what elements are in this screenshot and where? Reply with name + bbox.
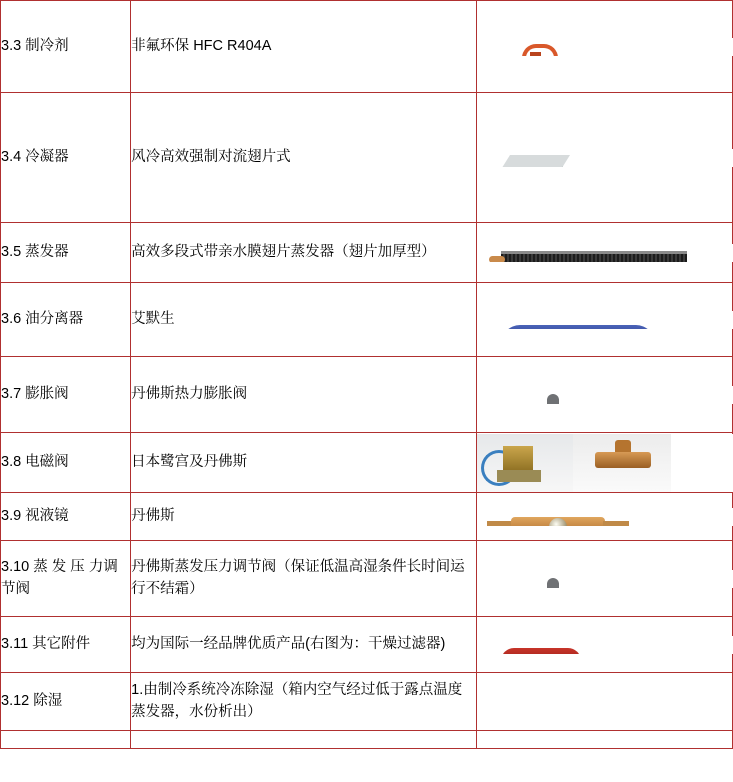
row-image-cell: [476, 433, 732, 493]
row-description-text: 1.由制冷系统冷冻除湿（箱内空气经过低于露点温度蒸发器，水份析出）: [131, 681, 463, 720]
row-description-cell: [131, 433, 476, 493]
row-code-text: 3.12 除湿: [1, 692, 63, 709]
row-image-cell: [476, 283, 732, 357]
row-code-cell: [1, 357, 131, 433]
row-description-text: 丹佛斯: [131, 507, 175, 524]
row-image-cell: [476, 673, 732, 731]
row-description-text: 非氟环保 HFC R404A: [131, 37, 272, 54]
row-image-cell: [476, 1, 732, 93]
condenser-unit-photo: [477, 149, 733, 167]
table-row: [1, 223, 733, 283]
row-code-text: 3.5 蒸发器: [1, 243, 69, 260]
evaporating-pressure-regulator-photo: [477, 570, 733, 588]
table-row: [1, 1, 733, 93]
table-row: [1, 493, 733, 541]
table-row: [1, 283, 733, 357]
row-description-cell: [131, 357, 476, 433]
table-row: [1, 93, 733, 223]
row-description-text: 艾默生: [131, 310, 175, 327]
row-description-cell: [131, 283, 476, 357]
row-image-cell: [476, 223, 732, 283]
row-description-cell: [131, 541, 476, 617]
specification-table-body: [1, 1, 733, 749]
expansion-valve-photo: [477, 386, 733, 404]
refrigerant-cylinder-photo: [477, 38, 733, 56]
row-description-text: 丹佛斯热力膨胀阀: [131, 385, 248, 402]
row-description-cell: [131, 93, 476, 223]
row-image-cell: [476, 493, 732, 541]
row-code-cell: [1, 283, 131, 357]
row-image-cell: [476, 731, 732, 749]
row-description-cell: [131, 617, 476, 673]
row-description-text: 高效多段式带亲水膜翅片蒸发器（翅片加厚型）: [131, 243, 436, 260]
row-code-text: 3.7 膨胀阀: [1, 385, 69, 402]
row-description-cell: [131, 493, 476, 541]
row-description-cell: [131, 1, 476, 93]
filter-drier-photo: [477, 636, 733, 654]
row-image-cell: [476, 357, 732, 433]
oil-separator-photo: [477, 311, 733, 329]
row-code-cell: [1, 493, 131, 541]
solenoid-base: [497, 470, 541, 482]
row-code-cell: [1, 673, 131, 731]
row-code-text: 3.3 制冷剂: [1, 37, 69, 54]
solenoid-coil: [503, 446, 533, 472]
row-description-text: 日本鹭宫及丹佛斯: [131, 453, 248, 470]
row-code-text: 3.6 油分离器: [1, 310, 84, 327]
table-row: [1, 357, 733, 433]
row-code-text: 3.11 其它附件: [1, 635, 91, 652]
solenoid-valve-body-graphic: [573, 434, 671, 492]
row-code-cell: [1, 617, 131, 673]
row-code-text: 3.8 电磁阀: [1, 453, 69, 470]
row-image-cell: [476, 617, 732, 673]
valve-body: [595, 452, 651, 468]
row-description-text: 均为国际一经品牌优质产品(右图为：干燥过滤器): [131, 635, 446, 652]
solenoid-coil-graphic: [477, 434, 573, 492]
row-code-cell: [1, 1, 131, 93]
row-image-cell: [476, 93, 732, 223]
row-code-text: 3.4 冷凝器: [1, 148, 69, 165]
row-description-cell: [131, 223, 476, 283]
sight-glass-photo: [477, 508, 733, 526]
table-row: [1, 673, 733, 731]
solenoid-valve-photo-pair: [477, 434, 733, 492]
row-code-cell: [1, 223, 131, 283]
row-code-text: 3.10 蒸 发 压 力调节阀: [1, 559, 118, 597]
row-code-cell: [1, 93, 131, 223]
row-code-cell: [1, 433, 131, 493]
row-code-text: 3.9 视液镜: [1, 507, 69, 524]
row-code-cell: [1, 541, 131, 617]
row-description-cell: [131, 673, 476, 731]
table-row: [1, 731, 733, 749]
table-row: [1, 433, 733, 493]
row-image-cell: [476, 541, 732, 617]
table-row: [1, 541, 733, 617]
evaporator-coil-photo: [477, 244, 733, 262]
row-description-text: 风冷高效强制对流翅片式: [131, 148, 291, 165]
row-code-cell: [1, 731, 131, 749]
table-row: [1, 617, 733, 673]
row-description-text: 丹佛斯蒸发压力调节阀（保证低温高湿条件长时间运行不结霜）: [131, 558, 465, 597]
row-description-cell: [131, 731, 476, 749]
